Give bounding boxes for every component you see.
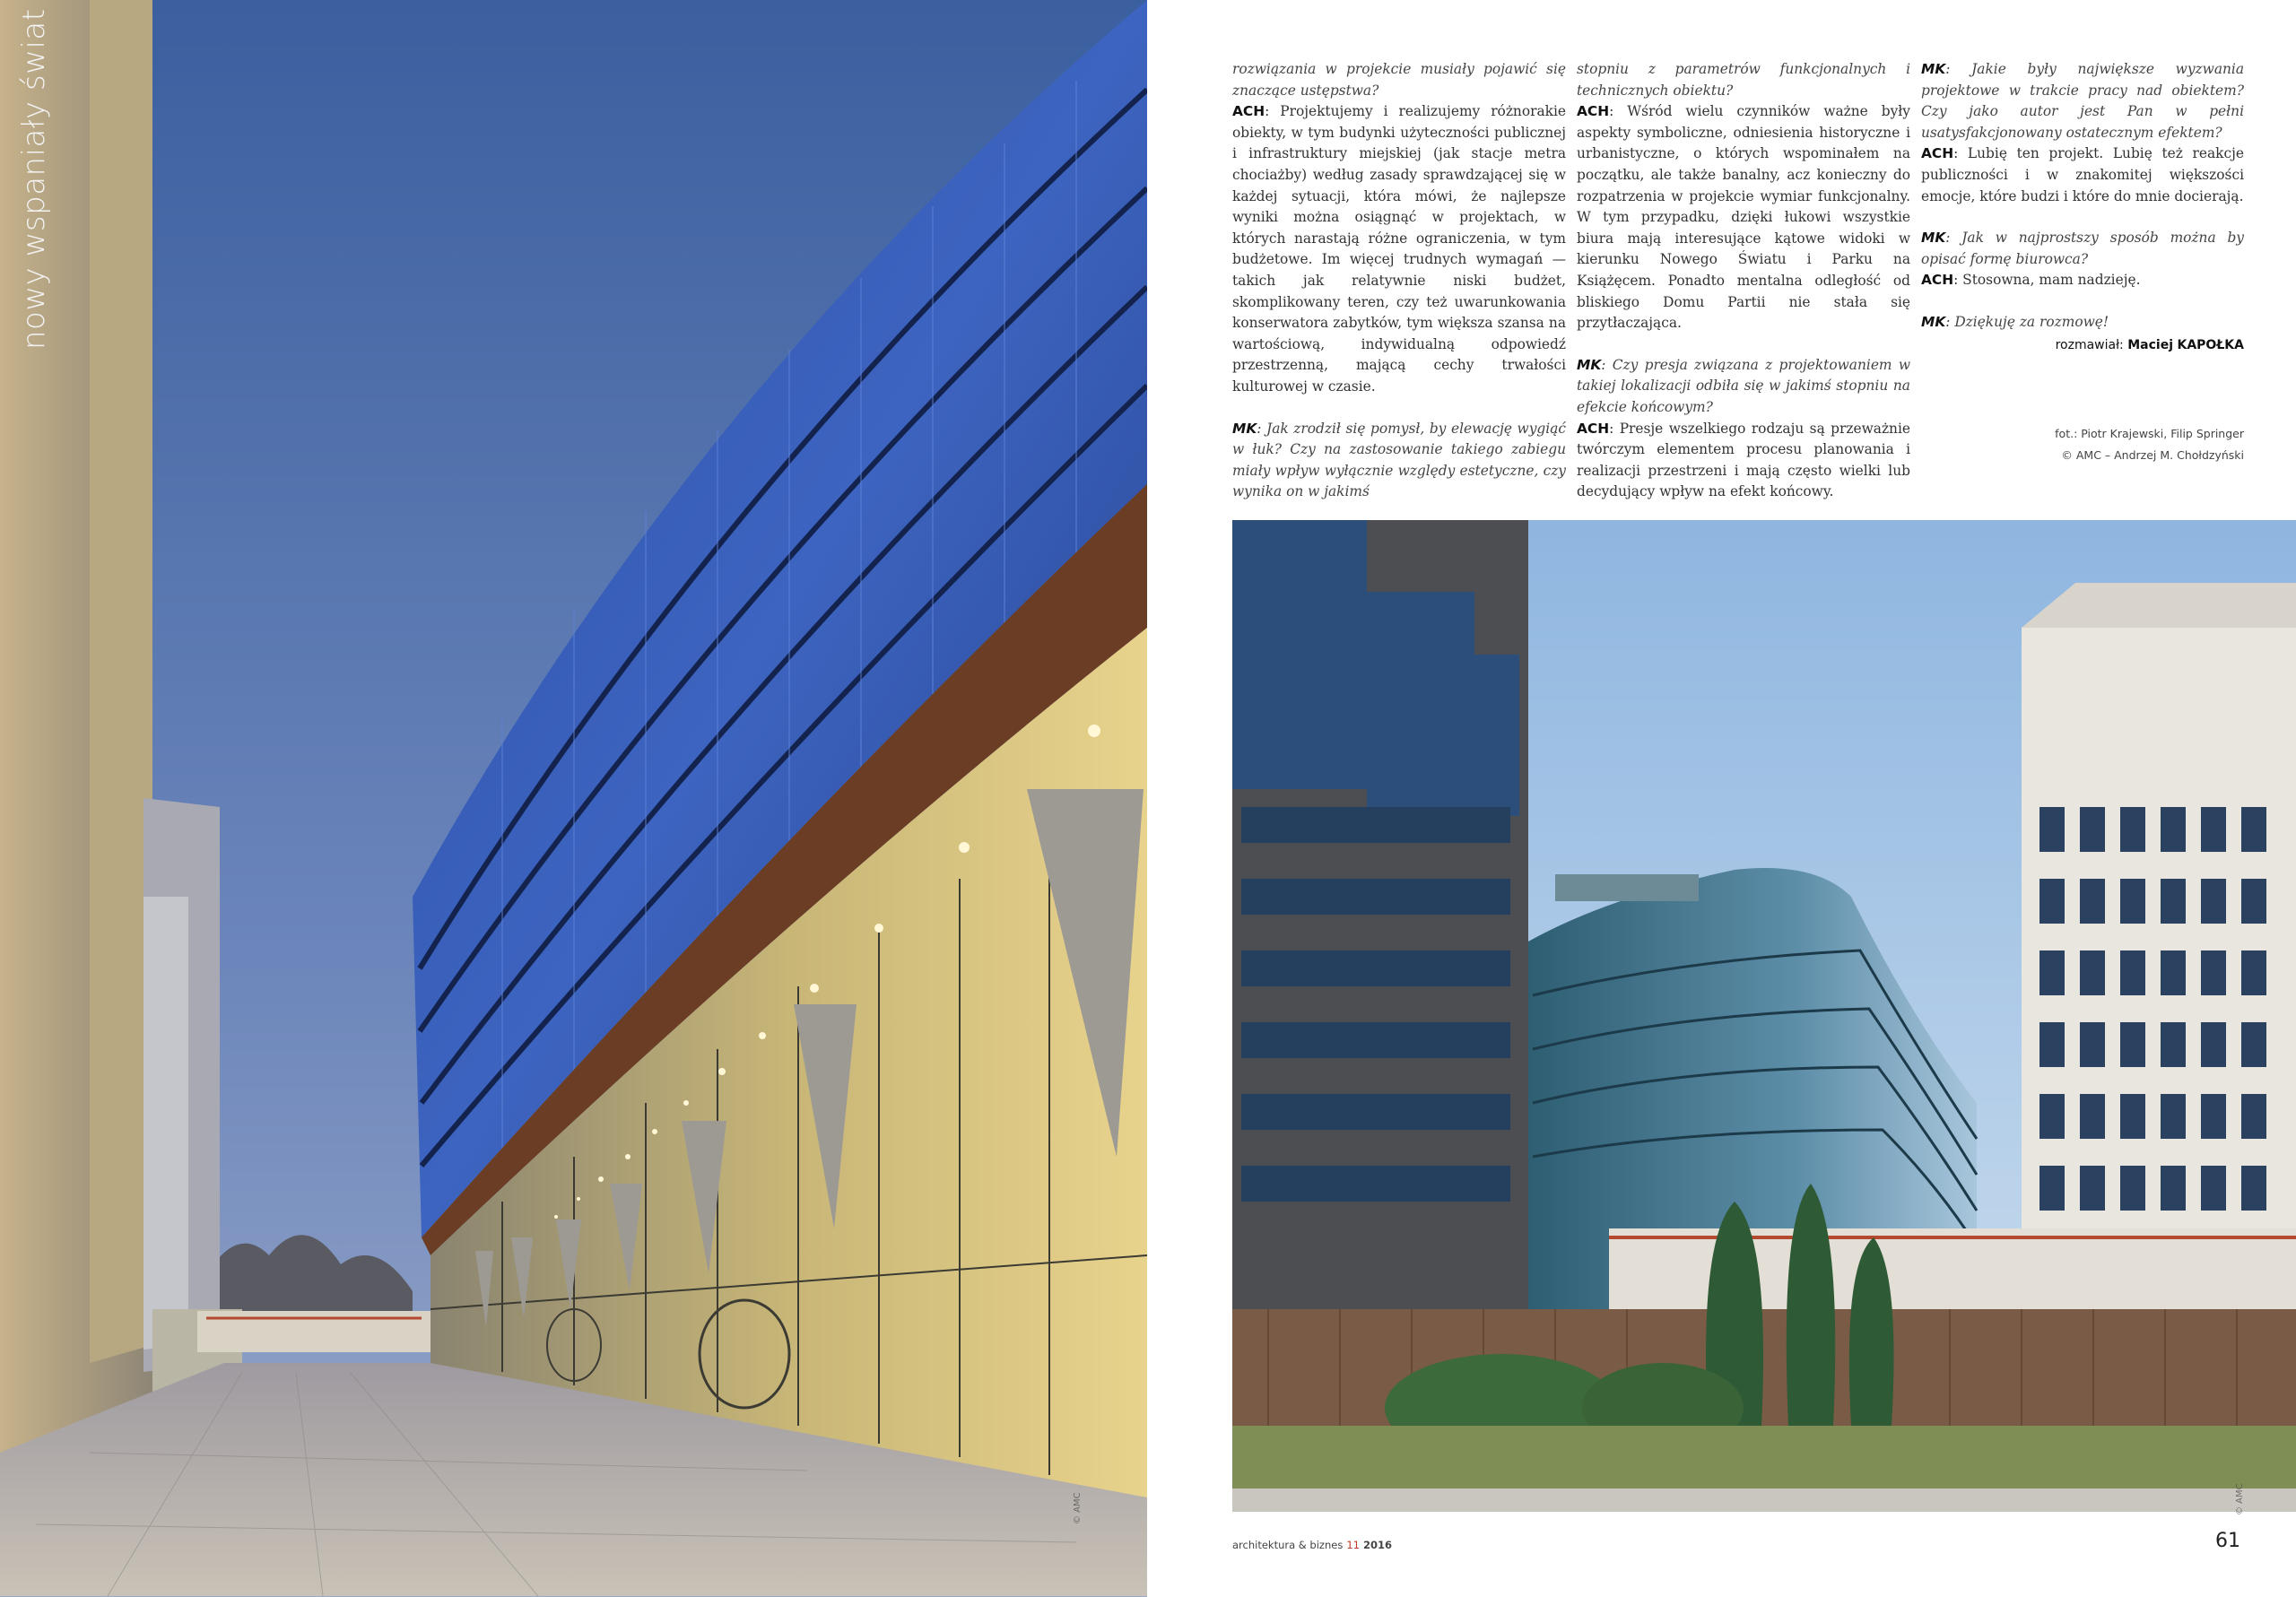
speaker-tag: ACH: [1921, 272, 1954, 289]
left-page-photo: [0, 0, 1147, 1597]
question-paragraph: MK: Jakie były największe wyzwania projektowe w trakcie pracy nad obiektem? Czy jako autor jest Pan w pełni usatysfakcjonowany ostatecznym efektem?: [1921, 61, 2244, 141]
dusk-building-photo: [0, 0, 1147, 1597]
speaker-tag: ACH: [1232, 103, 1265, 120]
speaker-tag: MK: [1921, 61, 1946, 77]
question-continued: rozwiązania w projekcie musiały pojawić się znaczące ustępstwa?: [1232, 61, 1566, 99]
issue-number: 11: [1346, 1539, 1360, 1551]
answer-paragraph: ACH: Presje wszelkiego rodzaju są przeważnie twórczym elementem procesu planowania i realizacji przestrzeni i mają często wielki lub decydujący wpływ na efekt końcowy.: [1577, 420, 1910, 500]
page-gutter: [1147, 0, 1154, 1597]
text-column-2: [1577, 59, 1910, 503]
question-continued: stopniu z parametrów funkcjonalnych i technicznych obiektu?: [1577, 61, 1910, 99]
text-column-3: [1921, 59, 2244, 356]
speaker-tag: ACH: [1577, 103, 1610, 120]
section-label: nowy wspaniały świat: [16, 8, 52, 350]
speaker-tag: MK: [1921, 313, 1946, 330]
issue-year: 2016: [1362, 1539, 1392, 1551]
right-photo-credit-vertical: © AMC: [2235, 1483, 2245, 1515]
right-page-photo: [1232, 520, 2296, 1512]
question-paragraph: MK: Jak w najprostszy sposób można by opisać formę biurowca?: [1921, 230, 2244, 267]
speaker-tag: MK: [1577, 356, 1602, 373]
question-paragraph: MK: Czy presja związana z projektowaniem w takiej lokalizacji odbiła się w jakimś stopniu na efekcie końcowym?: [1577, 356, 1910, 415]
photo-credit-line-2: © AMC – Andrzej M. Chołdzyński: [2061, 448, 2244, 462]
answer-paragraph: ACH: Stosowna, mam nadzieję.: [1921, 272, 2141, 289]
photo-credits: [1921, 423, 2244, 466]
speaker-tag: MK: [1232, 420, 1257, 437]
photo-credit-line-1: fot.: Piotr Krajewski, Filip Springer: [2055, 427, 2244, 440]
page-footer: [1232, 1539, 1392, 1551]
answer-paragraph: ACH: Lubię ten projekt. Lubię też reakcje publiczności i w znakomitej większości emocje, które budzi i które do mnie docierają.: [1921, 145, 2244, 204]
left-photo-credit-vertical: © AMC: [1073, 1492, 1083, 1524]
daytime-building-photo: [1232, 520, 2296, 1512]
closing-question: MK: Dziękuję za rozmowę!: [1921, 313, 2109, 330]
page-number: 61: [2215, 1530, 2240, 1552]
speaker-tag: ACH: [1921, 145, 1954, 162]
magazine-name: architektura & biznes: [1232, 1539, 1344, 1551]
answer-paragraph: ACH: Projektujemy i realizujemy różnorakie obiekty, w tym budynki użyteczności publicznej i infrastruktury miejskiej (jak stacje metra chociażby) według zasady sprawdzającej się w każdej sytuacji, która mówi, że najlepsze wyniki można osiągnąć w projektach, w których narastają różne ograniczenia, w tym budżetowe. Im więcej trudnych wymagań — takich jak relatywnie niski budżet, skomplikowany teren, czy też uwarunkowania konserwatora zabytków, tym większa szansa na wartościową, indywidualną odpowiedź przestrzenną, mającą cechy trwałości kulturowej w czasie.: [1232, 103, 1566, 395]
speaker-tag: ACH: [1577, 420, 1610, 437]
question-paragraph: MK: Jak zrodził się pomysł, by elewację wygiąć w łuk? Czy na zastosowanie takiego zabiegu miały wpływ wyłącznie względy estetyczne, czy wynika on w jakimś: [1232, 420, 1566, 500]
answer-paragraph: ACH: Wśród wielu czynników ważne były aspekty symboliczne, odniesienia historyczne i urbanistyczne, o których wspominałem na początku, ale także banalny, acz konieczny do rozpatrzenia w projekcie wymiar funkcjonalny. W tym przypadku, dzięki łukowi wszystkie biura mają interesujące kątowe widoki w kierunku Nowego Światu i Parku na Książęcem. Ponadto mentalna odległość od bliskiego Domu Partii nie stała się przytłaczająca.: [1577, 103, 1910, 332]
interviewer-signoff: rozmawiał: Maciej KAPOŁKA: [2055, 337, 2244, 352]
speaker-tag: MK: [1921, 230, 1946, 247]
text-column-1: [1232, 59, 1566, 503]
